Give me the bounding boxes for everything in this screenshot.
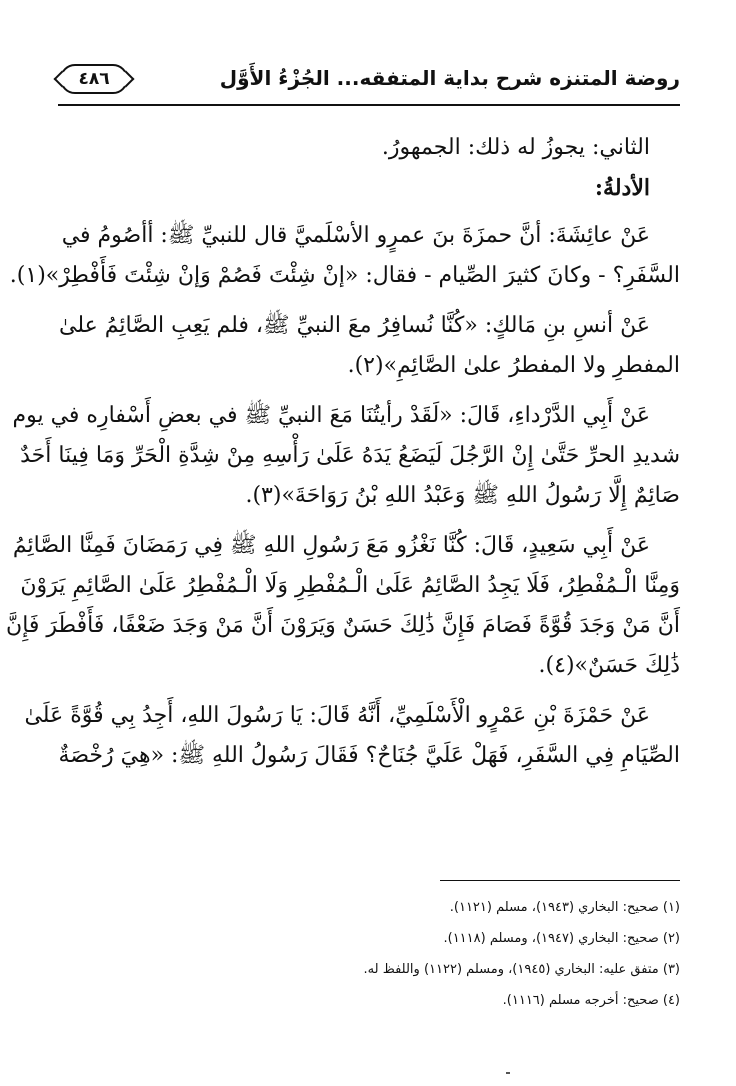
hadith-abu-darda (12, 396, 680, 516)
main-text (6, 128, 680, 786)
text-line: عَنْ عائِشَةَ: أنَّ حمزَةَ بنَ عمرٍو الأسْلَميَّ قال للنبيِّ ﷺ: أأصُومُ في (61, 223, 650, 248)
text-line: عَنْ أَبِي الدَّرْداءِ، قَالَ: «لَقَدْ رأيتُنَا مَعَ النبيِّ ﷺ في بعضِ أَسْفارِه في يوم (12, 403, 650, 428)
print-mark (506, 1072, 510, 1074)
footnote-3: (٣) متفق عليه: البخاري (١٩٤٥)، ومسلم (١١٢٢) واللفظ له. (363, 962, 680, 977)
text-line: عَنْ حَمْزَةَ بْنِ عَمْرٍو الْأَسْلَمِيِّ، أَنَّهُ قَالَ: يَا رَسُولَ اللهِ، أَجِدُ بِي قُوَّةً عَلَىٰ (24, 703, 650, 728)
footnote-4: (٤) صحيح: أخرجه مسلم (١١١٦). (502, 993, 680, 1008)
text-line: وَمِنَّا الْـمُفْطِرُ، فَلَا يَجِدُ الصَّائِمُ عَلَىٰ الْـمُفْطِرِ وَلَا الْـمُفْطِرُ عَلَىٰ الصَّائِمِ يَرَوْنَ (20, 573, 680, 598)
hadith-hamza (24, 696, 680, 776)
footnote-1: (١) صحيح: البخاري (١٩٤٣)، مسلم (١١٢١). (449, 900, 680, 915)
footnote-2: (٢) صحيح: البخاري (١٩٤٧)، ومسلم (١١١٨). (443, 931, 680, 946)
footnote-divider (440, 880, 680, 881)
text-line: عَنْ أَبِي سَعِيدٍ، قَالَ: كُنَّا نَغْزُو مَعَ رَسُولِ اللهِ ﷺ فِي رَمَضَانَ فَمِنَّا الصَّائِمُ (12, 533, 650, 558)
hadith-abu-said (6, 526, 680, 686)
text-line: أَنَّ مَنْ وَجَدَ قُوَّةً فَصَامَ فَإِنَّ ذَٰلِكَ حَسَنٌ وَيَرَوْنَ أَنَّ مَنْ وَجَدَ ضَعْفًا، فَأَفْطَرَ فَإِنَّ (6, 613, 680, 638)
header-divider (58, 104, 680, 106)
text-line: ذَٰلِكَ حَسَنٌ»(٤). (538, 653, 680, 678)
text-line: عَنْ أنسِ بنِ مَالكٍ: «كُنَّا نُسافِرُ معَ النبيِّ ﷺ، فلم يَعِبِ الصَّائِمُ علىٰ (59, 313, 650, 338)
hadith-anas (58, 306, 680, 386)
text-line: صَائِمٌ إِلَّا رَسُولُ اللهِ ﷺ وَعَبْدُ اللهِ بْنُ رَوَاحَةَ»(٣). (245, 483, 680, 508)
hadith-aisha (9, 216, 680, 296)
text-line: السَّفَرِ؟ - وكانَ كثيرَ الصِّيام - فقال: «إنْ شِئْتَ فَصُمْ وَإنْ شِئْتَ فَأَفْطِرْ»(١). (9, 263, 680, 288)
evidence-heading: الأدلةُ: (594, 175, 650, 201)
footnotes (300, 892, 680, 1016)
page-number-badge: ٤٨٦ (60, 64, 128, 94)
header-title: روضة المتنزه شرح بداية المتفقه... الجُزْءُ الأَوَّل (219, 66, 680, 90)
text-line: الصِّيَامِ فِي السَّفَرِ، فَهَلْ عَلَيَّ جُنَاحٌ؟ فَقَالَ رَسُولُ اللهِ ﷺ: «هِيَ رُخْصَةٌ (58, 743, 680, 768)
opening-line: الثاني: يجوزُ له ذلك: الجمهورُ. (381, 135, 650, 160)
text-line: شديدِ الحرِّ حَتَّىٰ إِنْ الرَّجُلَ لَيَضَعُ يَدَهُ عَلَىٰ رَأْسِهِ مِنْ شِدَّةِ الْحَرِّ وَمَا فِينَا أَحَدٌ (20, 443, 680, 468)
running-header (60, 64, 680, 100)
text-line: المفطرِ ولا المفطرُ علىٰ الصَّائِمِ»(٢). (347, 353, 680, 378)
